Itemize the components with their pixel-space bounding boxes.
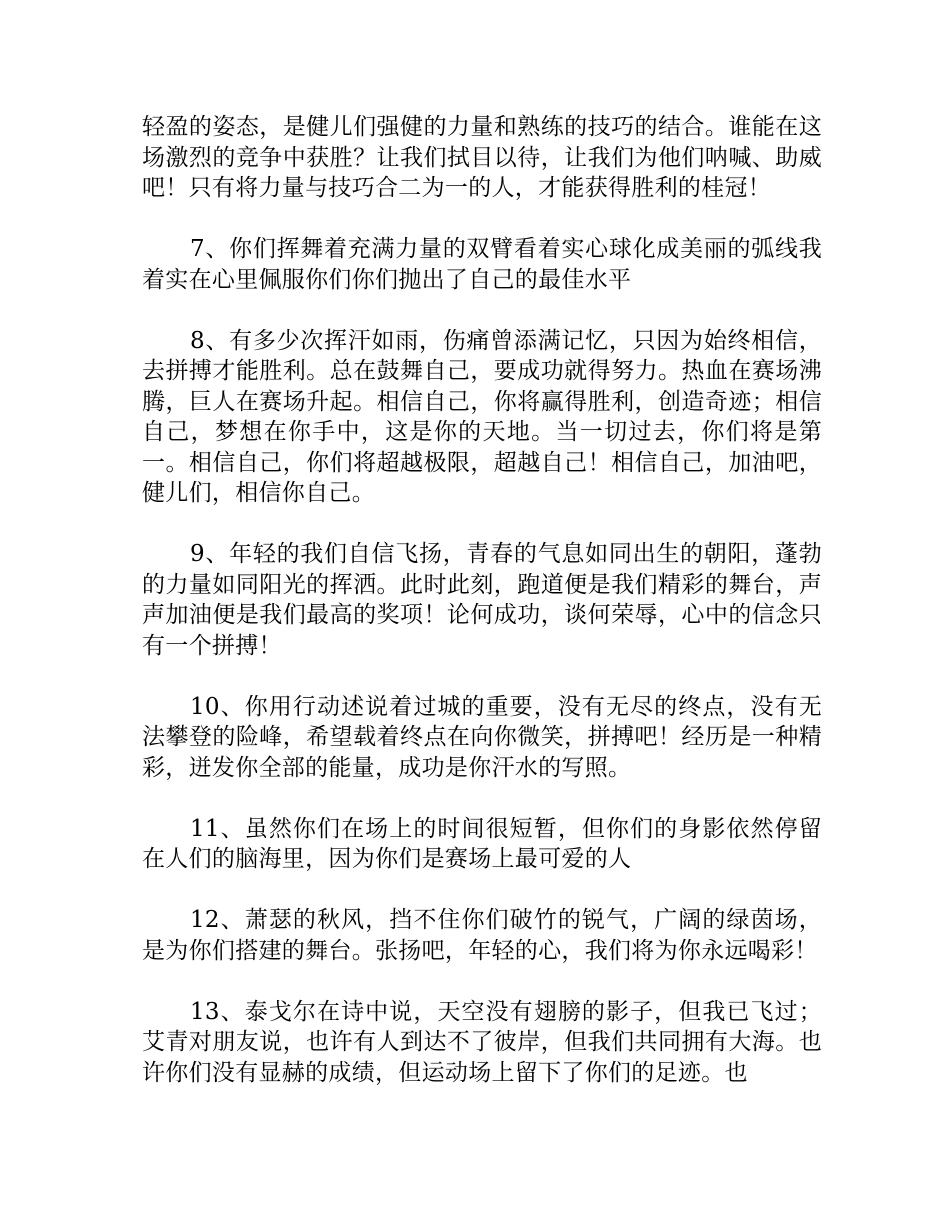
paragraph-13: 13、泰戈尔在诗中说，天空没有翅膀的影子，但我已飞过；艾青对朋友说，也许有人到达不了彼岸，但我们共同拥有大海。也许你们没有显赫的成绩，但运动场上留下了你们的足迹。也	[142, 998, 822, 1086]
paragraph-10: 10、你用行动述说着过城的重要，没有无尽的终点，没有无法攀登的险峰，希望载着终点在向你微笑，拼搏吧！经历是一种精彩，迸发你全部的能量，成功是你汗水的写照。	[142, 693, 822, 781]
paragraph-8: 8、有多少次挥汗如雨，伤痛曾添满记忆，只因为始终相信，去拼搏才能胜利。总在鼓舞自己，要成功就得努力。热血在赛场沸腾，巨人在赛场升起。相信自己，你将赢得胜利，创造奇迹；相信自己，梦想在你手中，这是你的天地。当一切过去，你们将是第一。相信自己，你们将超越极限，超越自己！相信自己，加油吧，健儿们，相信你自己。	[142, 327, 822, 506]
paragraph-11: 11、虽然你们在场上的时间很短暂，但你们的身影依然停留在人们的脑海里，因为你们是赛场上最可爱的人	[142, 815, 822, 872]
paragraph-7: 7、你们挥舞着充满力量的双臂看着实心球化成美丽的弧线我着实在心里佩服你们你们抛出了自己的最佳水平	[142, 236, 822, 293]
paragraph-9: 9、年轻的我们自信飞扬，青春的气息如同出生的朝阳，蓬勃的力量如同阳光的挥洒。此时此刻，跑道便是我们精彩的舞台，声声加油便是我们最高的奖项！论何成功，谈何荣辱，心中的信念只有一个拼搏！	[142, 541, 822, 659]
paragraph-intro-continuation: 轻盈的姿态，是健儿们强健的力量和熟练的技巧的结合。谁能在这场激烈的竞争中获胜？让我们拭目以待，让我们为他们呐喊、助威吧！只有将力量与技巧合二为一的人，才能获得胜利的桂冠！	[142, 114, 822, 201]
document-body	[142, 112, 822, 1119]
paragraph-12: 12、萧瑟的秋风，挡不住你们破竹的锐气，广阔的绿茵场，是为你们搭建的舞台。张扬吧，年轻的心，我们将为你永远喝彩！	[142, 907, 822, 964]
